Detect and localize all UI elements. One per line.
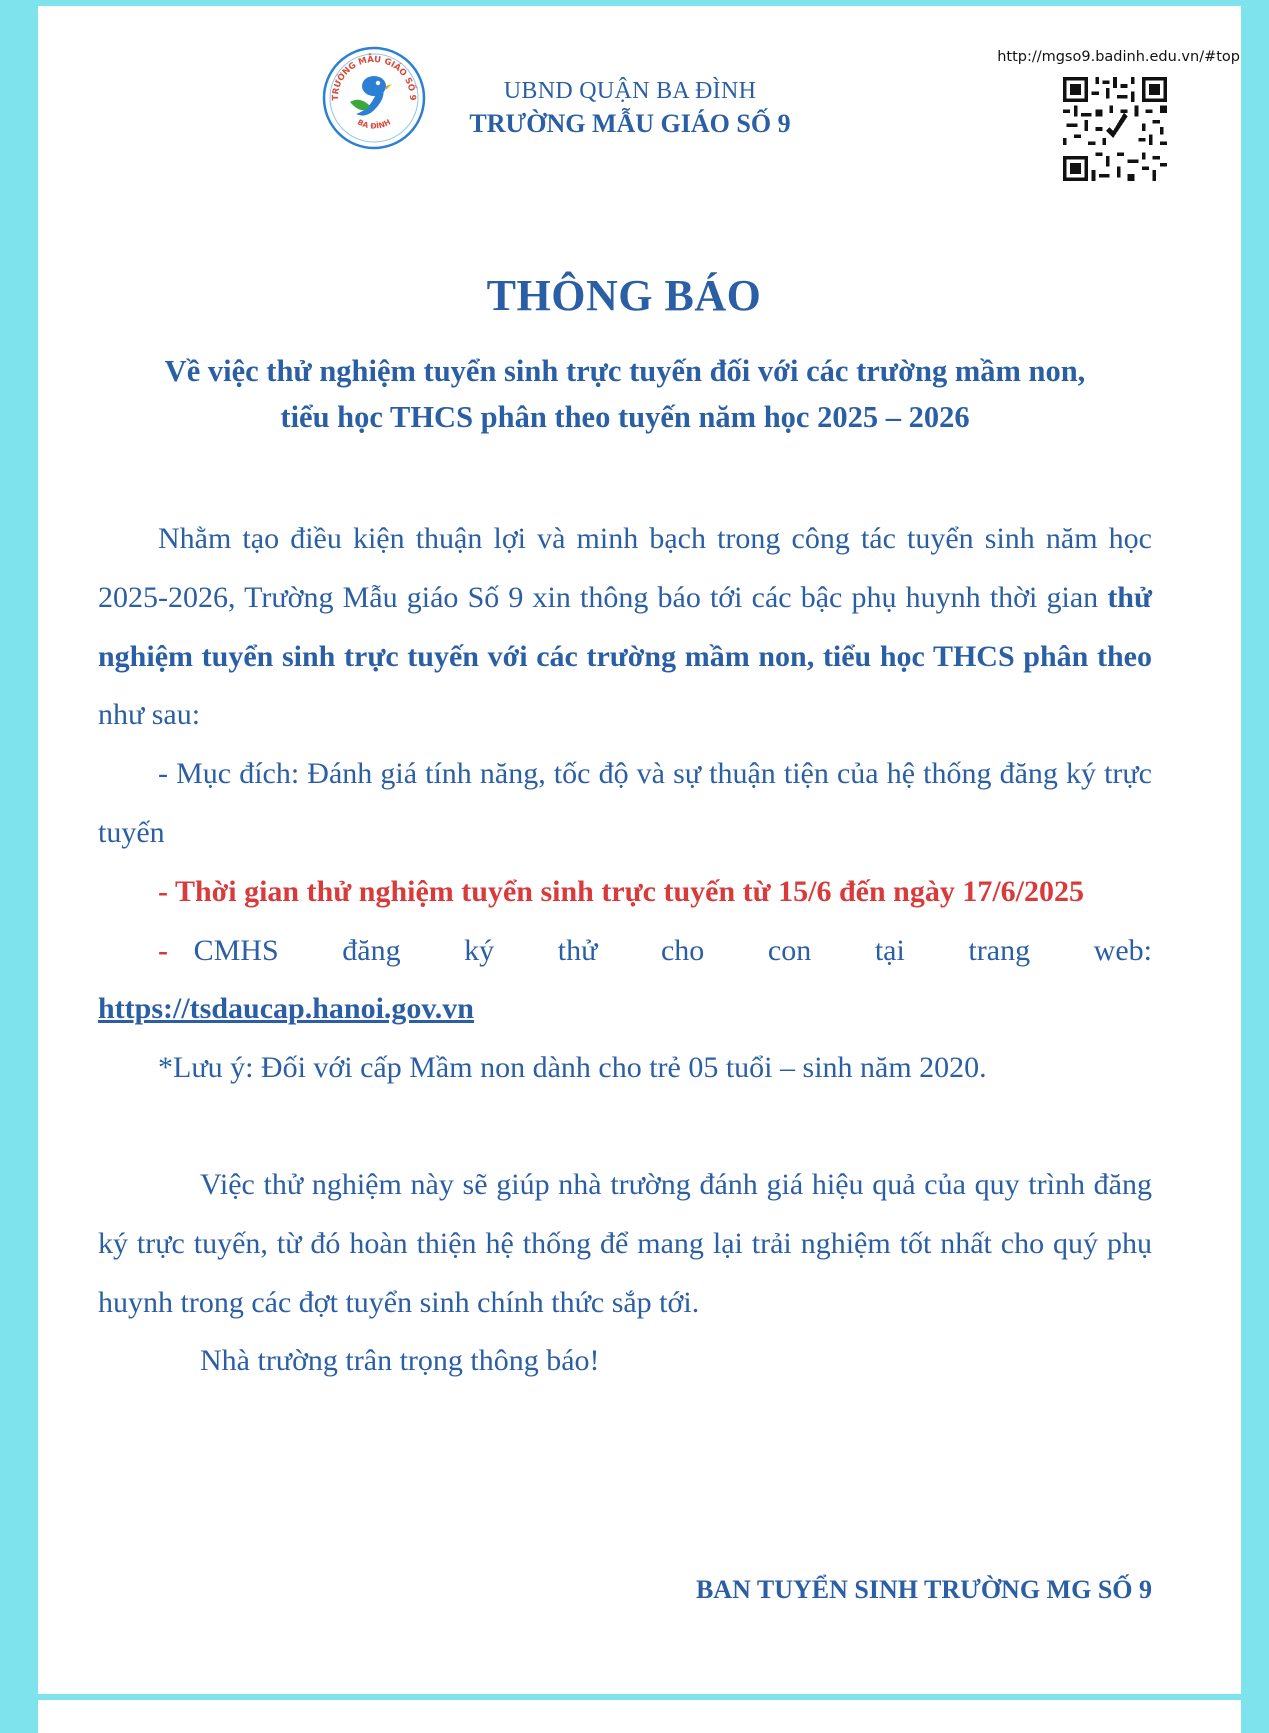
- note-item: *Lưu ý: Đối với cấp Mầm non dành cho trẻ 05 tuổi – sinh năm 2020.: [158, 1051, 987, 1085]
- purpose-item: - Mục đích: Đánh giá tính năng, tốc độ và sự thuận tiện của hệ thống đăng ký trực tuyến: [98, 757, 1152, 849]
- signature: BAN TUYỂN SINH TRƯỜNG MG SỐ 9: [695, 1575, 1152, 1604]
- register-link-line: [98, 980, 1152, 1039]
- closing-line: Nhà trường trân trọng thông báo!: [200, 1344, 600, 1378]
- notice-title: THÔNG BÁO: [486, 271, 762, 320]
- register-dash: -: [158, 933, 168, 967]
- intro-text-2: như sau:: [98, 698, 201, 732]
- intro-text-1: Nhằm tạo điều kiện thuận lợi và minh bạch trong công tác tuyển sinh năm học 2025-2026, Trường Mẫu giáo Số 9 xin thông báo tới các bậc phụ huynh thời gian: [98, 522, 1152, 614]
- org-line-2: TRƯỜNG MẪU GIÁO SỐ 9: [469, 109, 791, 138]
- header-organization: [430, 78, 830, 139]
- org-line-1: UBND QUẬN BA ĐÌNH: [503, 78, 757, 104]
- spacer: [98, 1098, 1152, 1156]
- subtitle-line-2: tiểu học THCS phân theo tuyến năm học 2025 – 2026: [280, 400, 970, 434]
- conclusion-paragraph: Việc thử nghiệm này sẽ giúp nhà trường đánh giá hiệu quả của quy trình đăng ký trực tuyến, từ đó hoàn thiện hệ thống để mang lại trải nghiệm tốt nhất cho quý phụ huynh trong các đợt tuyển sinh chính thức sắp tới.: [98, 1167, 1152, 1319]
- website-url[interactable]: http://mgso9.badinh.edu.vn/#top: [997, 49, 1240, 65]
- next-page-strip: [38, 1700, 1241, 1733]
- logo-text-top: TRƯỜNG MẪU GIÁO SỐ 9: [330, 54, 418, 101]
- notice-subtitle: [100, 348, 1150, 440]
- qr-code-icon[interactable]: [1063, 77, 1167, 181]
- register-text: CMHS đăng ký thử cho con tại trang web:: [193, 933, 1152, 967]
- school-logo: [322, 46, 426, 150]
- notice-body: [98, 510, 1152, 1391]
- register-item: [98, 922, 1152, 981]
- registration-link[interactable]: https://tsdaucap.hanoi.gov.vn: [98, 992, 474, 1026]
- subtitle-line-1: Về việc thử nghiệm tuyển sinh trực tuyến đối với các trường mầm non,: [164, 354, 1086, 388]
- intro-bold-text: thử nghiệm tuyển sinh trực tuyến với các trường mầm non, tiểu học THCS phân theo: [98, 580, 1152, 673]
- trial-time-item: - Thời gian thử nghiệm tuyển sinh trực tuyến từ 15/6 đến ngày 17/6/2025: [158, 874, 1085, 908]
- logo-text-bottom: BA ĐÌNH: [356, 117, 392, 131]
- intro-paragraph: [98, 510, 1152, 745]
